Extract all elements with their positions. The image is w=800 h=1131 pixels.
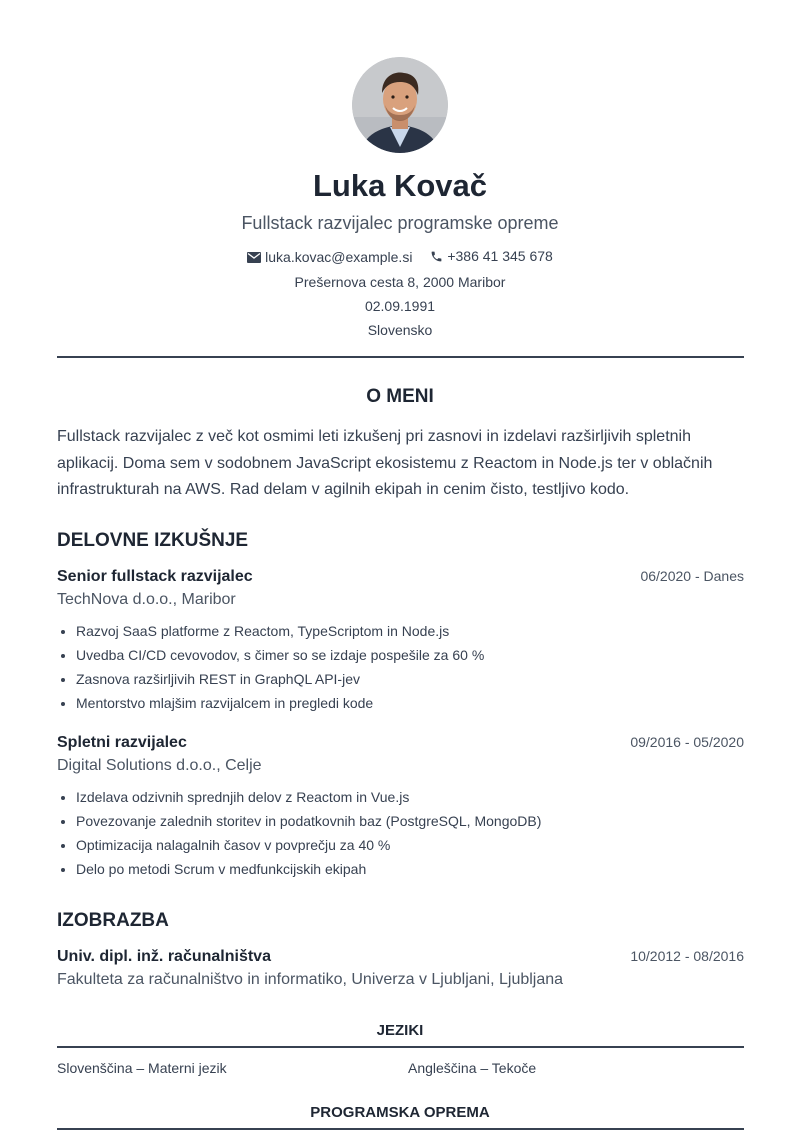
job-organization: TechNova d.o.o., Maribor: [57, 591, 236, 608]
job-bullets: [57, 785, 744, 881]
experience-entry: [57, 734, 744, 881]
avatar: [352, 57, 448, 153]
divider: [57, 1046, 744, 1048]
language-item: Angleščina – Tekoče: [408, 1060, 537, 1076]
contact-row: [0, 248, 800, 267]
experience-entry: [57, 568, 744, 715]
phone-icon: [430, 250, 443, 263]
job-date: 09/2016 - 05/2020: [630, 734, 744, 750]
list-item: • Mentorstvo mlajšim razvijalcem in pregledi kode: [76, 691, 744, 715]
list-item: • Povezovanje zalednih storitev in podatkovnih baz (PostgreSQL, MongoDB): [76, 809, 744, 833]
list-item: • Delo po metodi Scrum v medfunkcijskih ekipah: [76, 857, 744, 881]
section-title-about: O MENI: [366, 386, 434, 407]
section-title-education: IZOBRAZBA: [57, 910, 169, 931]
about-text: Fullstack razvijalec z več kot osmimi leti izkušenj pri zasnovi in izdelavi razširljivih spletnih aplikacij. Doma sem v sodobnem JavaScript ekosistemu z Reactom in Node.js ter v oblačnih infrastrukturah na AWS. Rad delam v agilnih ekipah in cenim čisto, testljivo kodo.: [57, 428, 713, 498]
envelope-icon: [247, 252, 261, 263]
phone-text: +386 41 345 678: [447, 248, 553, 264]
job-date: 06/2020 - Danes: [640, 568, 744, 584]
job-bullets: [57, 619, 744, 715]
language-item: Slovenščina – Materni jezik: [57, 1060, 227, 1076]
job-headline: Fullstack razvijalec programske opreme: [241, 213, 559, 233]
list-item: • Uvedba CI/CD cevovodov, s čimer so se izdaje pospešile za 60 %: [76, 643, 744, 667]
job-role: Senior fullstack razvijalec: [57, 568, 253, 585]
list-item: • Optimizacija nalagalnih časov v povprečju za 40 %: [76, 833, 744, 857]
job-organization: Digital Solutions d.o.o., Celje: [57, 757, 262, 774]
phone-item[interactable]: [430, 248, 553, 265]
divider: [57, 356, 744, 358]
full-name: Luka Kovač: [312, 168, 487, 203]
birthdate: 02.09.1991: [364, 298, 436, 314]
list-item: • Izdelava odzivnih sprednjih delov z Reactom in Vue.js: [76, 785, 744, 809]
section-title-software: PROGRAMSKA OPREMA: [310, 1104, 490, 1121]
section-title-experience: DELOVNE IZKUŠNJE: [57, 530, 249, 551]
address: Prešernova cesta 8, 2000 Maribor: [294, 274, 506, 290]
list-item: • Zasnova razširljivih REST in GraphQL API-jev: [76, 667, 744, 691]
education-date: 10/2012 - 08/2016: [630, 948, 744, 964]
email-item[interactable]: [247, 249, 412, 266]
email-text: luka.kovac@example.si: [265, 249, 413, 265]
country: Slovensko: [367, 322, 433, 338]
education-entry: [57, 948, 744, 989]
degree: Univ. dipl. inž. računalništva: [57, 948, 271, 965]
school: Fakulteta za računalništvo in informatiko, Univerza v Ljubljani, Ljubljana: [57, 971, 564, 988]
job-role: Spletni razvijalec: [57, 734, 187, 751]
list-item: • Razvoj SaaS platforme z Reactom, TypeScriptom in Node.js: [76, 619, 744, 643]
resume-header: [0, 0, 800, 339]
section-title-languages: JEZIKI: [376, 1022, 424, 1039]
divider: [57, 1128, 744, 1130]
